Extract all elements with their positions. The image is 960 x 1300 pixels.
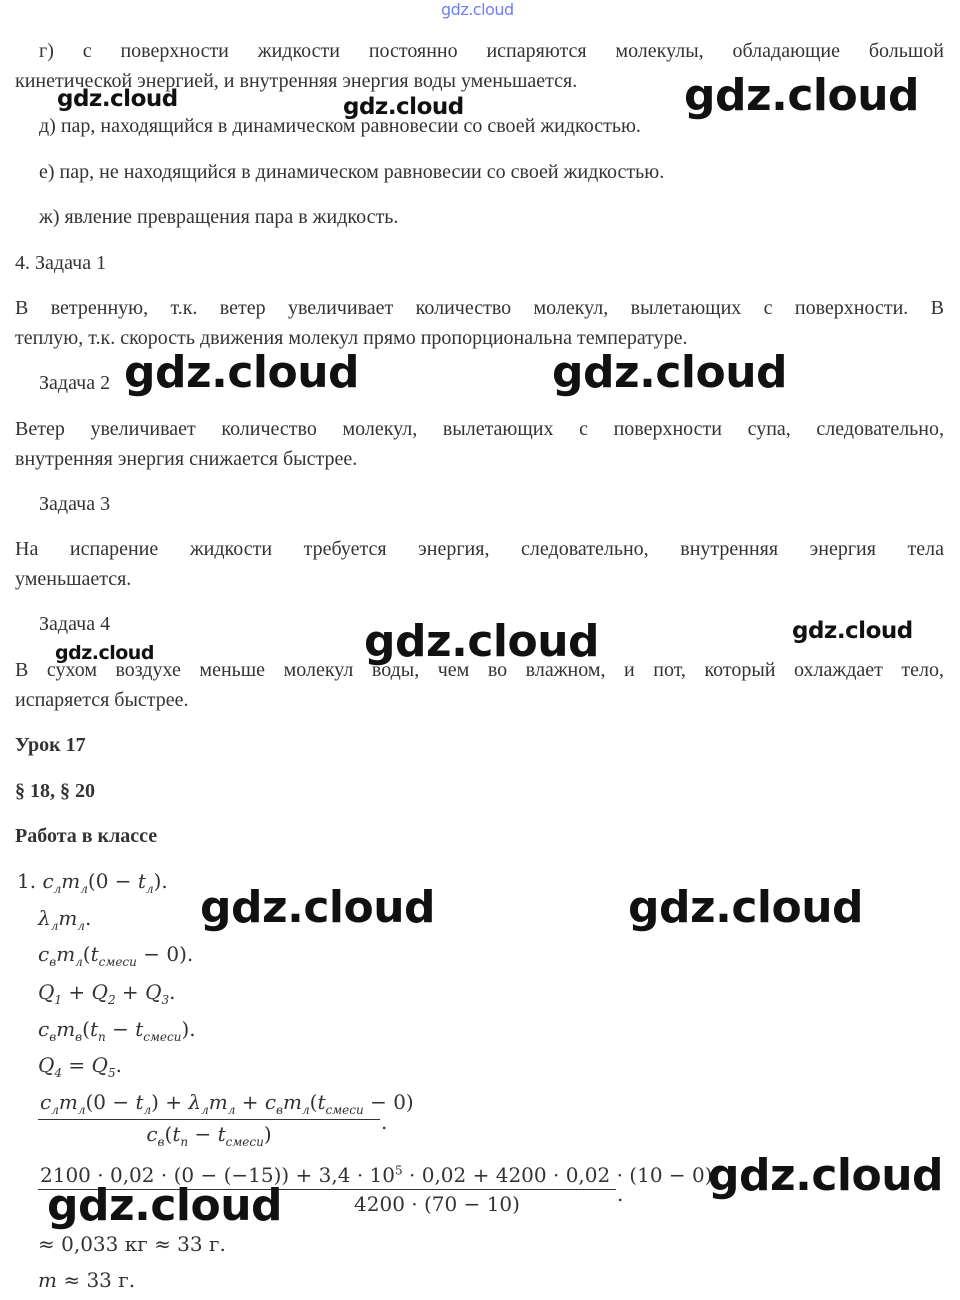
watermark: gdz.cloud [628, 882, 864, 933]
watermark: gdz.cloud [343, 94, 464, 120]
answer-g-line2: кинетической энергией, и внутренняя энергия воды уменьшается. [15, 70, 578, 92]
task3-heading: Задача 3 [39, 493, 111, 515]
classwork-heading: Работа в классе [15, 825, 158, 847]
watermark: gdz.cloud [124, 347, 360, 398]
formula-6: $Q_4 = Q_5$. [38, 1053, 122, 1080]
watermark: gdz.cloud [684, 70, 920, 121]
answer-e: е) пар, не находящийся в динамическом равновесии со своей жидкостью. [39, 161, 665, 183]
task4-line1: В сухом воздухе меньше молекул воды, чем во влажном, и пот, который охлаждает тело, [15, 659, 944, 681]
formula-fraction-symbolic: $c_лm_л(0 - t_л) + \lambda_лm_л + c_вm_л(t_{смеси} - 0)$ $c_в(t_п - t_{смеси})$ [40, 1090, 414, 1149]
watermark: gdz.cloud [55, 642, 154, 664]
watermark-top: gdz.cloud [441, 0, 514, 19]
task2-line2: внутренняя энергия снижается быстрее. [15, 448, 358, 470]
watermark: gdz.cloud [792, 618, 913, 644]
formula-result: m ≈ 33 г. [38, 1268, 136, 1292]
paragraphs-heading: § 18, § 20 [15, 780, 95, 802]
watermark: gdz.cloud [47, 1180, 283, 1231]
task1-line1: В ветренную, т.к. ветер увеличивает количество молекул, вылетающих с поверхности. В [15, 297, 944, 319]
watermark: gdz.cloud [200, 882, 436, 933]
task2-heading: Задача 2 [39, 372, 111, 394]
formula-1: 1. $c_лm_л(0 - t_л)$. [17, 869, 168, 896]
formula-2: $\lambda_лm_л$. [38, 906, 92, 933]
watermark: gdz.cloud [708, 1150, 944, 1201]
watermark: gdz.cloud [364, 616, 600, 667]
task2-line1: Ветер увеличивает количество молекул, вылетающих с поверхности супа, следовательно, [15, 418, 944, 440]
watermark: gdz.cloud [552, 347, 788, 398]
formula-fraction-numeric: $2100 \cdot 0,02 \cdot (0 - (-15)) + 3,4 \cdot 10^5 \cdot 0,02 + 4200 \cdot 0,02 \cdot (10 - 0)$ 4200 · (70 − 10) [40, 1163, 713, 1216]
task3-line1: На испарение жидкости требуется энергия, следовательно, внутренняя энергия тела [15, 538, 944, 560]
answer-zh: ж) явление превращения пара в жидкость. [39, 206, 399, 228]
task1-heading: 4. Задача 1 [15, 252, 107, 274]
lesson-heading: Урок 17 [15, 734, 86, 756]
task1-line2: теплую, т.к. скорость движения молекул прямо пропорциональна температуре. [15, 327, 688, 349]
item-number: 1. [17, 869, 37, 893]
answer-g-line1: г) с поверхности жидкости постоянно испаряются молекулы, обладающие большой [39, 40, 944, 62]
answer-d: д) пар, находящийся в динамическом равновесии со своей жидкостью. [39, 115, 641, 137]
formula-4: $Q_1 + Q_2 + Q_3$. [38, 980, 176, 1007]
formula-5: $c_вm_в(t_п - t_{смеси})$. [38, 1017, 196, 1044]
formula-3: $c_вm_л(t_{смеси} - 0)$. [38, 942, 194, 969]
watermark: gdz.cloud [57, 86, 178, 112]
task3-line2: уменьшается. [15, 568, 132, 590]
task4-heading: Задача 4 [39, 613, 111, 635]
formula-approx: ≈ 0,033 кг ≈ 33 г. [38, 1232, 226, 1256]
task4-line2: испаряется быстрее. [15, 689, 189, 711]
